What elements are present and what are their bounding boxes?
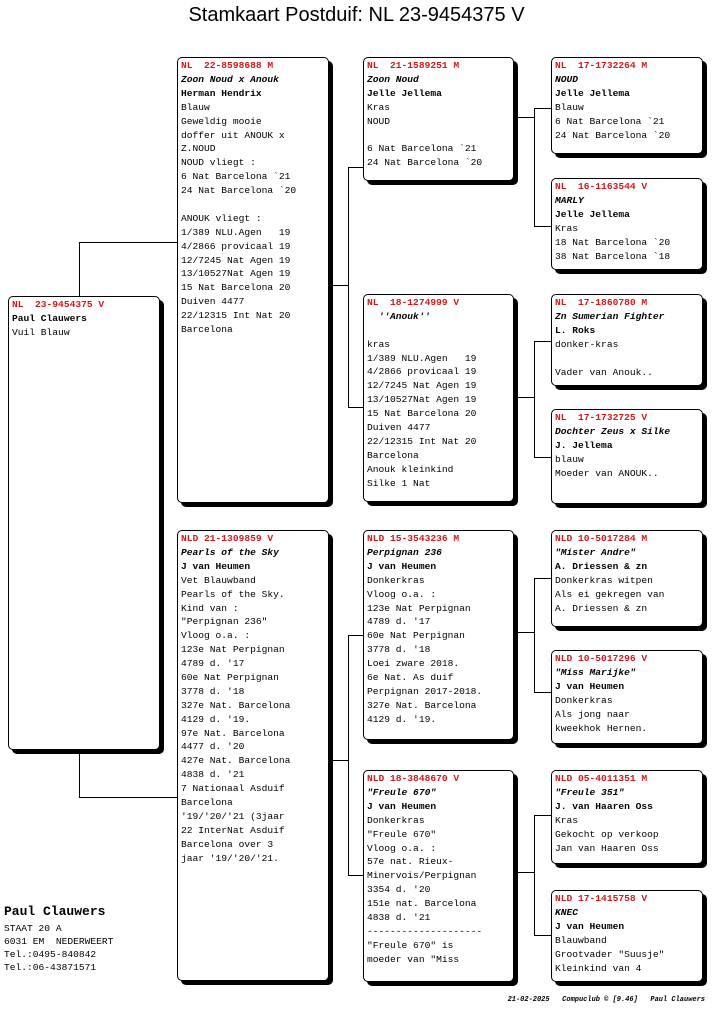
pigeon-card-ds-sire[interactable] xyxy=(551,530,703,627)
pigeon-info-line: Barcelona xyxy=(181,796,233,808)
pigeon-info-line: Barcelona over 3 xyxy=(181,838,274,850)
pigeon-info-line: 4477 d. '20 xyxy=(181,741,245,753)
connector-line xyxy=(534,692,552,693)
connector-line xyxy=(348,635,364,636)
connector-line xyxy=(534,108,552,109)
connector-line xyxy=(534,578,552,579)
pigeon-info-line: moeder van "Miss xyxy=(367,953,460,965)
pigeon-info-line: Gekocht op verkoop xyxy=(555,828,659,840)
ring-number: NLD 21-1309859 V xyxy=(181,533,274,544)
pigeon-info-line: 123e Nat Perpignan xyxy=(181,644,285,656)
pigeon-owner: J van Heumen xyxy=(555,680,625,692)
pigeon-owner: L. Roks xyxy=(555,324,596,336)
connector-line xyxy=(534,935,552,936)
ring-number: NL 23-9454375 V xyxy=(12,299,105,310)
pigeon-info-line: 4838 d. '21 xyxy=(181,769,245,781)
pigeon-info-line: Vet Blauwband xyxy=(181,574,256,586)
pigeon-info-line: '19/'20/'21 (3jaar xyxy=(181,810,285,822)
connector-line xyxy=(514,632,534,633)
pigeon-name: ''Anouk'' xyxy=(367,310,431,322)
pigeon-info-line: 4/2866 provicaal 19 xyxy=(367,366,477,378)
pigeon-info-line: 123e Nat Perpignan xyxy=(367,602,471,614)
print-footer: 21-02-2025 Compuclub © [9.46] Paul Clauwers xyxy=(507,996,705,1004)
pigeon-owner: J van Heumen xyxy=(367,800,437,812)
pigeon-info-line xyxy=(555,352,699,366)
pigeon-card-ss-dam[interactable] xyxy=(551,178,703,270)
pigeon-info-line: ANOUK vliegt : xyxy=(181,212,262,224)
pigeon-info-line: jaar '19/'20/'21. xyxy=(181,852,279,864)
pigeon-info-line: Vader van Anouk.. xyxy=(555,366,653,378)
pigeon-info-line: A. Driessen & zn xyxy=(555,602,648,614)
connector-line xyxy=(534,341,552,342)
ring-number: NLD 10-5017284 M xyxy=(555,533,648,544)
connector-line xyxy=(534,815,535,935)
pigeon-info-line: NOUD xyxy=(367,115,391,127)
pigeon-owner: Jelle Jellema xyxy=(555,208,630,220)
pigeon-owner: J van Heumen xyxy=(181,560,251,572)
ring-number: NLD 17-1415758 V xyxy=(555,893,648,904)
connector-line xyxy=(534,815,552,816)
connector-line xyxy=(534,578,535,692)
pigeon-info-line: Grootvader "Suusje" xyxy=(555,948,665,960)
ring-number: NLD 10-5017296 V xyxy=(555,653,648,664)
pigeon-card-dd-dam[interactable] xyxy=(551,890,703,982)
pigeon-card-ss-sire[interactable] xyxy=(551,57,703,154)
pigeon-info-line: Kras xyxy=(555,222,579,234)
pigeon-info-line: 4789 d. '17 xyxy=(181,658,245,670)
pigeon-info-line: 1/389 NLU.Agen 19 xyxy=(367,352,477,364)
pigeon-info-line: 12/7245 Nat Agen 19 xyxy=(367,380,477,392)
pigeon-owner: Paul Clauwers xyxy=(12,312,87,324)
pigeon-info-line: Donkerkras xyxy=(555,694,613,706)
connector-line xyxy=(330,760,348,761)
pigeon-info-line: -------------------- xyxy=(367,925,483,937)
pigeon-card-sire-sire[interactable] xyxy=(363,57,514,181)
page-title: Stamkaart Postduif: NL 23-9454375 V xyxy=(188,4,525,26)
pigeon-info-line: 6e Nat. As duif xyxy=(367,671,454,683)
breeder-address-line: 6031 EM NEDERWEERT xyxy=(4,936,114,947)
pigeon-info-line: 15 Nat Barcelona 20 xyxy=(367,408,477,420)
pigeon-name: NOUD xyxy=(555,73,579,85)
pigeon-name: KNEC xyxy=(555,906,579,918)
pigeon-card-sire[interactable] xyxy=(177,57,329,503)
pigeon-info-line: 60e Nat Perpignan xyxy=(181,671,279,683)
ring-number: NL 16-1163544 V xyxy=(555,181,648,192)
connector-line xyxy=(330,285,348,286)
pigeon-info-line: Vloog o.a. : xyxy=(367,842,437,854)
pigeon-info-line: 22/12315 Int Nat 20 xyxy=(181,310,291,322)
pigeon-name: "Freule 670" xyxy=(367,786,437,798)
pigeon-info-line: 15 Nat Barcelona 20 xyxy=(181,282,291,294)
pigeon-name: Perpignan 236 xyxy=(367,546,442,558)
pigeon-info-line: Kras xyxy=(367,101,391,113)
pigeon-info-line: kras xyxy=(367,338,391,350)
pigeon-card-subject[interactable] xyxy=(8,296,160,750)
pigeon-info-line: Kleinkind van 4 xyxy=(555,962,642,974)
pigeon-info-line: kweekhok Hernen. xyxy=(555,722,648,734)
pigeon-info-line: 24 Nat Barcelona `20 xyxy=(181,185,297,197)
pigeon-info-line: Kind van : xyxy=(181,602,239,614)
pigeon-info-line: 327e Nat. Barcelona xyxy=(367,699,477,711)
pigeon-info-line: donker-kras xyxy=(555,338,619,350)
pigeon-name: "Freule 351" xyxy=(555,786,625,798)
pigeon-info-line: Silke 1 Nat xyxy=(367,477,431,489)
pigeon-info-line: 38 Nat Barcelona `18 xyxy=(555,250,671,262)
pigeon-info-line: Als jong naar xyxy=(555,708,630,720)
connector-line xyxy=(348,635,349,875)
pigeon-info-line: 60e Nat Perpignan xyxy=(367,630,465,642)
pigeon-owner: J. van Haaren Oss xyxy=(555,800,653,812)
pigeon-info-line: 3354 d. '20 xyxy=(367,884,431,896)
ring-number: NL 17-1860780 M xyxy=(555,297,648,308)
ring-number: NL 22-8598688 M xyxy=(181,60,274,71)
ring-number: NL 21-1589251 M xyxy=(367,60,460,71)
pigeon-info-line: 97e Nat. Barcelona xyxy=(181,727,285,739)
pigeon-info-line: Z.NOUD xyxy=(181,143,216,155)
pigeon-info-line: Barcelona xyxy=(367,449,419,461)
pigeon-info-line: "Freule 670" is xyxy=(367,939,454,951)
pigeon-info-line: Als ei gekregen van xyxy=(555,588,665,600)
pigeon-info-line: doffer uit ANOUK x xyxy=(181,129,285,141)
pigeon-info-line: Vloog o.a. : xyxy=(367,588,437,600)
connector-line xyxy=(534,226,552,227)
connector-line xyxy=(79,242,178,243)
pigeon-info-line: 18 Nat Barcelona `20 xyxy=(555,236,671,248)
pigeon-info-line: Jan van Haaren Oss xyxy=(555,842,659,854)
pigeon-info-line: Donkerkras xyxy=(367,574,425,586)
pigeon-owner: J van Heumen xyxy=(367,560,437,572)
connector-line xyxy=(79,797,178,798)
pigeon-info-line: Donkerkras witpen xyxy=(555,574,653,586)
connector-line xyxy=(534,108,535,226)
pigeon-info-line: Pearls of the Sky. xyxy=(181,588,285,600)
breeder-phone: Tel.:0495-840842 xyxy=(4,949,97,960)
pigeon-card-dam-sire[interactable] xyxy=(363,530,514,740)
ring-number: NL 17-1732264 M xyxy=(555,60,648,71)
pigeon-info-line: Minervois/Perpignan xyxy=(367,870,477,882)
pigeon-info-line xyxy=(367,324,510,338)
pigeon-info-line: 6 Nat Barcelona `21 xyxy=(181,171,291,183)
pigeon-info-line: Barcelona xyxy=(181,323,233,335)
pigeon-info-line: 13/10527Nat Agen 19 xyxy=(181,268,291,280)
pigeon-info-line: Loei zware 2018. xyxy=(367,658,460,670)
connector-line xyxy=(514,117,534,118)
pigeon-info-line: 327e Nat. Barcelona xyxy=(181,699,291,711)
breeder-info xyxy=(4,904,113,974)
connector-line xyxy=(514,397,534,398)
pigeon-info-line: 6 Nat Barcelona `21 xyxy=(555,115,665,127)
pigeon-info-line: 4129 d. '19. xyxy=(181,713,251,725)
connector-line xyxy=(79,242,80,297)
pigeon-info-line: Perpignan 2017-2018. xyxy=(367,685,483,697)
ring-number: NLD 18-3848670 V xyxy=(367,773,460,784)
pigeon-info-line: 4129 d. '19. xyxy=(367,713,437,725)
ring-number: NL 17-1732725 V xyxy=(555,412,648,423)
pigeon-info-line: 13/10527Nat Agen 19 xyxy=(367,394,477,406)
pigeon-info-line: "Perpignan 236" xyxy=(181,616,268,628)
pigeon-info-line: 4789 d. '17 xyxy=(367,616,431,628)
pigeon-owner: Jelle Jellema xyxy=(555,87,630,99)
pigeon-name: MARLY xyxy=(555,194,584,206)
pigeon-info-line: Vloog o.a. : xyxy=(181,630,251,642)
pigeon-owner: J van Heumen xyxy=(555,920,625,932)
pigeon-info-line: Duiven 4477 xyxy=(367,422,431,434)
pigeon-info-line: 7 Nationaal Asduif xyxy=(181,783,285,795)
pigeon-info-line xyxy=(181,198,325,212)
pigeon-info-line: blauw xyxy=(555,453,584,465)
pigeon-info-line: Donkerkras xyxy=(367,814,425,826)
connector-line xyxy=(348,167,364,168)
ring-number: NL 18-1274999 V xyxy=(367,297,460,308)
pigeon-name: Dochter Zeus x Silke xyxy=(555,425,671,437)
pigeon-info-line: Kras xyxy=(555,814,579,826)
connector-line xyxy=(534,457,552,458)
pigeon-info-line: 4/2866 provicaal 19 xyxy=(181,240,291,252)
pigeon-info-line: 151e nat. Barcelona xyxy=(367,898,477,910)
pigeon-card-dam-dam[interactable] xyxy=(363,770,514,982)
pigeon-name: "Mister Andre" xyxy=(555,546,636,558)
pigeon-info-line: NOUD vliegt : xyxy=(181,157,256,169)
pigeon-info-line: 24 Nat Barcelona `20 xyxy=(367,157,483,169)
pigeon-info-line: 1/389 NLU.Agen 19 xyxy=(181,226,291,238)
pigeon-owner: Jelle Jellema xyxy=(367,87,442,99)
pigeon-info-line: 427e Nat. Barcelona xyxy=(181,755,291,767)
pigeon-owner: Herman Hendrix xyxy=(181,87,262,99)
pigeon-info-line: 6 Nat Barcelona `21 xyxy=(367,143,477,155)
ring-number: NLD 05-4011351 M xyxy=(555,773,648,784)
pigeon-info-line: Anouk kleinkind xyxy=(367,463,454,475)
connector-line xyxy=(534,341,535,457)
breeder-phone: Tel.:06-43871571 xyxy=(4,962,97,973)
pigeon-info-line: 3778 d. '18 xyxy=(367,644,431,656)
breeder-address-line: STAAT 20 A xyxy=(4,923,62,934)
pigeon-info-line: 4838 d. '21 xyxy=(367,911,431,923)
pigeon-name: "Miss Marijke" xyxy=(555,666,636,678)
pigeon-info-line: 57e nat. Rieux- xyxy=(367,856,454,868)
pigeon-name: Zoon Noud x Anouk xyxy=(181,73,279,85)
pigeon-name: Zn Sumerian Fighter xyxy=(555,310,665,322)
pigeon-card-sire-dam[interactable] xyxy=(363,294,514,502)
pigeon-info-line: 12/7245 Nat Agen 19 xyxy=(181,254,291,266)
pigeon-info-line: Moeder van ANOUK.. xyxy=(555,467,659,479)
pigeon-card-sd-dam[interactable] xyxy=(551,409,703,504)
connector-line xyxy=(79,750,80,797)
pigeon-name: Zoon Noud xyxy=(367,73,419,85)
pigeon-info-line: Blauw xyxy=(555,101,584,113)
pigeon-info-line: 22 InterNat Asduif xyxy=(181,824,285,836)
pigeon-info-line: Blauw xyxy=(181,101,210,113)
ring-number: NLD 15-3543236 M xyxy=(367,533,460,544)
pigeon-owner: A. Driessen & zn xyxy=(555,560,648,572)
pigeon-info-line xyxy=(367,129,510,143)
pigeon-owner: J. Jellema xyxy=(555,439,613,451)
pigeon-info-line: Vuil Blauw xyxy=(12,326,70,338)
pigeon-info-line: "Freule 670" xyxy=(367,828,437,840)
pigeon-info-line: Blauwband xyxy=(555,934,607,946)
pigeon-info-line: 22/12315 Int Nat 20 xyxy=(367,435,477,447)
connector-line xyxy=(514,872,534,873)
pigeon-info-line: 3778 d. '18 xyxy=(181,685,245,697)
pigeon-info-line: 24 Nat Barcelona `20 xyxy=(555,129,671,141)
pigeon-card-ds-dam[interactable] xyxy=(551,650,703,744)
pigeon-info-line: Geweldig mooie xyxy=(181,115,262,127)
pigeon-card-dam[interactable] xyxy=(177,530,329,981)
pigeon-card-sd-sire[interactable] xyxy=(551,294,703,386)
breeder-name: Paul Clauwers xyxy=(4,904,106,919)
connector-line xyxy=(348,407,364,408)
connector-line xyxy=(348,875,364,876)
pigeon-card-dd-sire[interactable] xyxy=(551,770,703,864)
pigeon-info-line: Duiven 4477 xyxy=(181,296,245,308)
pigeon-name: Pearls of the Sky xyxy=(181,546,279,558)
connector-line xyxy=(348,167,349,407)
